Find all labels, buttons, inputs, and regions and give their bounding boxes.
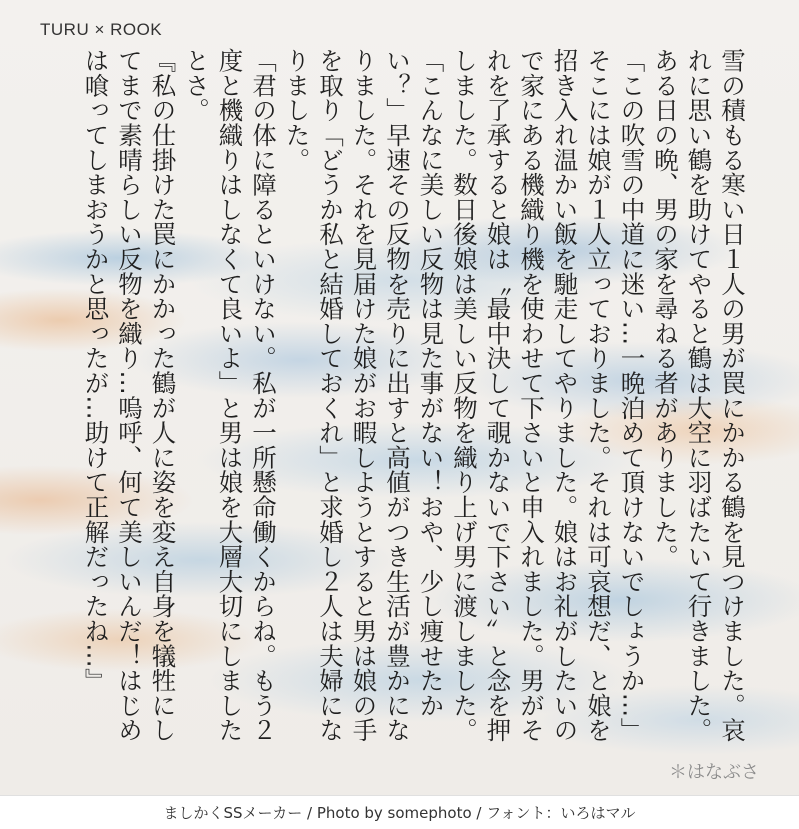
story-paragraph-2: 「この吹雪の中道に迷い…一晩泊めて頂けないでしょうか…」そこには娘が１人立っておりました。それは可哀想だ、と娘を招き入れ温かい飯を馳走してやりました。娘はお礼がしたいので家にある機織り機を使わせて下さいと申入れました。男がそれを了承すると娘は〝最中決して覗かないで下さい〟と念を押しました。数日後娘は美しい反物を織り上げ男に渡しました。	[450, 48, 647, 743]
author-signature: ＊はなぶさ	[669, 762, 759, 783]
title-label: TURU × ROOK	[40, 20, 163, 39]
story-paragraph-1: 雪の積もる寒い日１人の男が罠にかかる鶴を見つけました。哀れに思い鶴を助けてやると鶴は大空に羽ばたいて行きました。ある日の晩、男の家を尋ねる者がありました。	[651, 48, 747, 743]
story-paragraph-3: 「こんなに美しい反物は見た事がない！おや、少し痩せたかい？」早速その反物を売りに出すと高値がつき生活が豊かになりました。それを見届けた娘がお暇しようとすると男は娘の手を取り「どうか私と結婚しておくれ」と求婚し２人は夫婦になりました。	[282, 48, 446, 743]
credit-footer: ましかくSSメーカー / Photo by somephoto / フォント：いろはマル	[0, 795, 799, 829]
story-paragraph-4: 「君の体に障るといけない。私が一所懸命働くからね。もう２度と機織りはしなくて良いよ」と男は娘を大層大切にしましたとさ。	[182, 48, 278, 743]
story-paragraph-5: 『私の仕掛けた罠にかかった鶴が人に姿を変え自身を犠牲にしてまで素晴らしい反物を織り…嗚呼、何て美しいんだ！はじめは喰ってしまおうかと思ったが…助けて正解だったね…』	[81, 48, 178, 743]
story-text	[79, 48, 749, 748]
